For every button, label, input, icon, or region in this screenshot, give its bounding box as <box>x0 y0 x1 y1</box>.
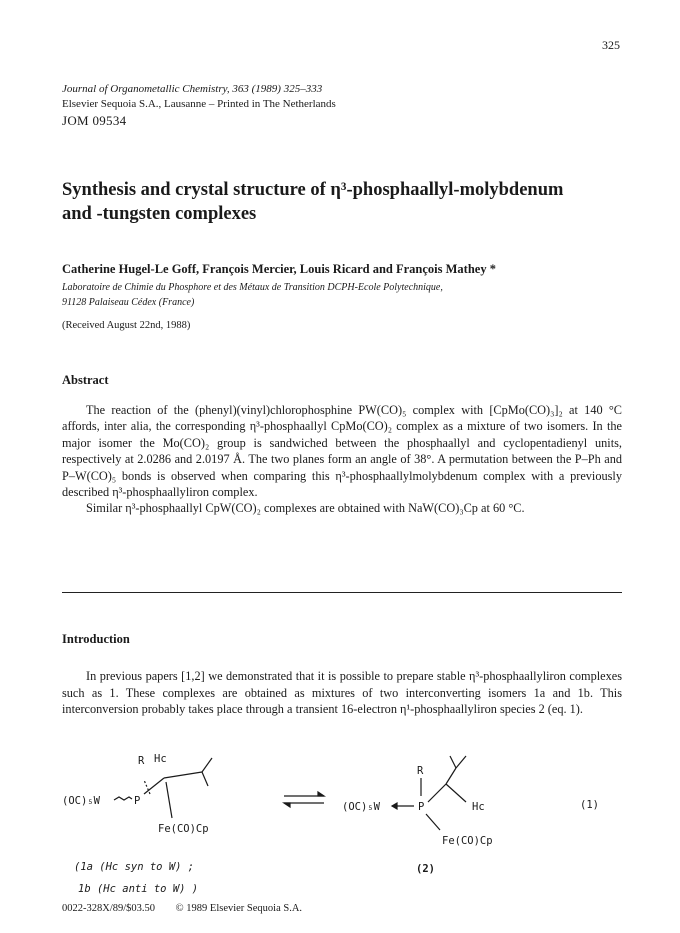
abstract-paragraph-2: Similar η³-phosphaallyl CpW(CO)₂ complexes are obtained with NaW(CO)₃Cp at 60 °C. <box>86 501 525 516</box>
right-p-c-bond <box>428 784 446 802</box>
left-r-label: R <box>138 755 145 767</box>
title-line-1: Synthesis and crystal structure of η³-phosphaallyl-molybdenum <box>62 180 564 200</box>
equation-number: (1) <box>580 799 599 811</box>
right-p-fe-bond <box>426 814 440 830</box>
affiliation-line-1: Laboratoire de Chimie du Phosphore et des Métaux de Transition DCPH-Ecole Polytechnique, <box>62 282 443 293</box>
introduction-heading: Introduction <box>62 632 130 646</box>
footer-code: 0022-328X/89/$03.50 <box>62 903 156 914</box>
left-w-ligand: (OC)₅W <box>62 795 100 807</box>
footer-copyright: © 1989 Elsevier Sequoia S.A. <box>175 903 303 914</box>
label-1b: 1b (Hc anti to W) ) <box>78 883 199 895</box>
forward-arrowhead <box>318 792 324 796</box>
right-p-atom: P <box>418 801 425 813</box>
right-w-ligand: (OC)₅W <box>342 801 380 813</box>
left-bonds <box>114 758 212 818</box>
right-vinyl-bond-2 <box>450 756 456 768</box>
label-2: (2) <box>416 863 435 875</box>
introduction-body <box>62 668 622 718</box>
equilibrium-arrows <box>284 792 324 807</box>
abstract-heading: Abstract <box>62 373 109 387</box>
left-fe-label: Fe(CO)Cp <box>158 823 209 835</box>
article-title <box>62 178 632 226</box>
right-vinyl-bond-3 <box>456 756 466 768</box>
right-r-label: R <box>417 765 424 777</box>
left-hc-label: Hc <box>154 753 167 765</box>
left-p-atom: P <box>134 795 141 807</box>
left-allyl-bond-1 <box>164 772 202 778</box>
abstract-body <box>62 402 622 517</box>
left-w-p-wavy-bond <box>114 797 132 800</box>
right-w-p-arrowhead <box>392 803 397 809</box>
right-hc-label: Hc <box>472 801 485 813</box>
page-number: 325 <box>602 38 620 52</box>
received-date: (Received August 22nd, 1988) <box>62 320 191 331</box>
journal-citation: Journal of Organometallic Chemistry, 363 (1989) 325–333 <box>62 83 323 95</box>
journal-header <box>62 82 336 112</box>
title-line-2: and -tungsten complexes <box>62 204 257 224</box>
authors: Catherine Hugel-Le Goff, François Mercier, Louis Ricard and François Mathey * <box>62 262 496 276</box>
right-c-h-bond <box>446 784 466 802</box>
left-allyl-bond-3 <box>202 772 208 786</box>
journal-code: JOM 09534 <box>62 113 127 128</box>
abstract-paragraph-1: The reaction of the (phenyl)(vinyl)chlorophosphine PW(CO)₅ complex with [CpMo(CO)₃]₂ at 140 °C affords, inter alia, the corresponding η³-phosphaallyl CpMo(CO)₂ complex as a mixture of two isomers. In the major isomer the Mo(CO)₂ group is sandwiched between the phosphaallyl and cyclopentadienyl units, respectively at 2.0286 and 2.0197 Å. The two planes form an angle of 38°. A permutation between the P–Ph and P–W(CO)₅ bonds is observed when comparing this η³-phosphaallylmolybdenum complex with a previously described η³-phosphaallyliron complex. <box>62 403 623 500</box>
reverse-arrowhead <box>284 803 290 807</box>
right-vinyl-bond-1 <box>446 768 456 784</box>
affiliation-line-2: 91128 Palaiseau Cédex (France) <box>62 297 195 308</box>
label-1a: (1a (Hc syn to W) ; <box>74 861 195 873</box>
introduction-paragraph-1: In previous papers [1,2] we demonstrated that it is possible to prepare stable η³-phosphaallyliron complexes such as 1. These complexes are obtained as mixtures of two interconverting isomers 1a and 1b. This interconversion probably takes place through a transient 16-electron η¹-phosphaallyliron species 2 (eq. 1). <box>62 669 622 716</box>
reaction-scheme <box>62 752 632 902</box>
right-fe-label: Fe(CO)Cp <box>442 835 493 847</box>
right-bonds <box>392 756 466 830</box>
affiliation <box>62 280 443 310</box>
journal-publisher: Elsevier Sequoia S.A., Lausanne – Printed in The Netherlands <box>62 98 336 110</box>
section-divider <box>62 592 622 593</box>
page-footer <box>62 903 320 914</box>
left-fe-bond <box>166 782 172 818</box>
left-allyl-bond-2 <box>202 758 212 772</box>
